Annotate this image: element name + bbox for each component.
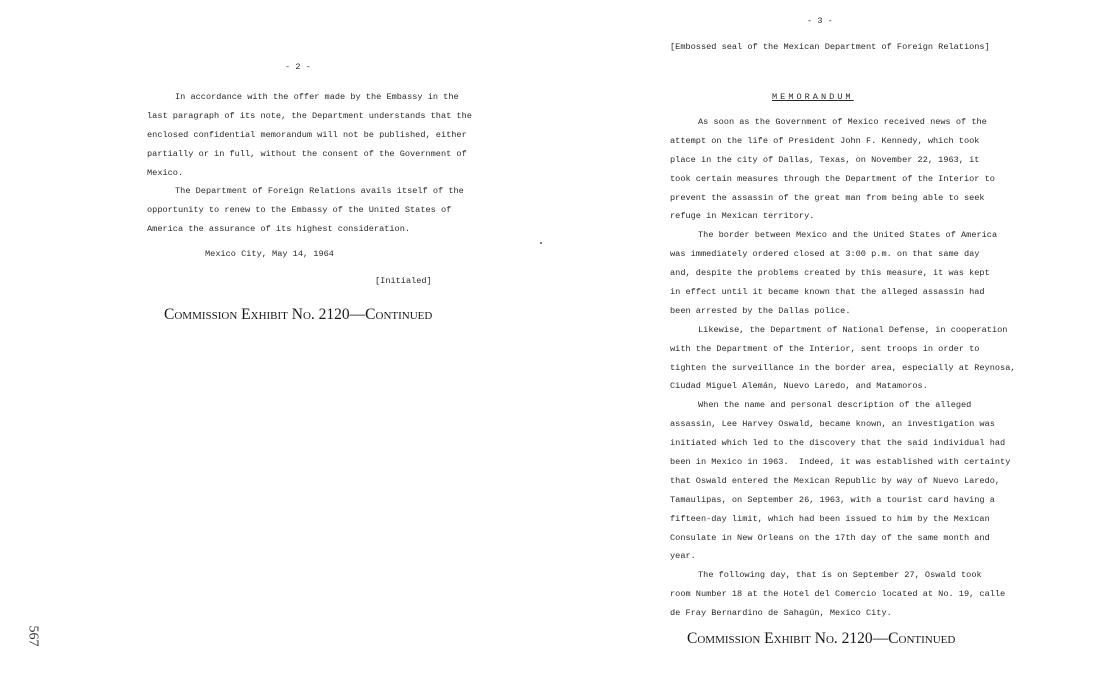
text-line: prevent the assassin of the great man from being able to seek	[670, 192, 985, 203]
letter-body	[147, 88, 472, 239]
memo-heading: MEMORANDUM	[772, 92, 854, 102]
text-line: As soon as the Government of Mexico received news of the	[698, 117, 987, 127]
text-line: place in the city of Dallas, Texas, on November 22, 1963, it	[670, 154, 980, 165]
text-line: been arrested by the Dallas police.	[670, 305, 851, 316]
text-line: initiated which led to the discovery that the said individual had	[670, 438, 1006, 449]
exhibit-caption: Commission Exhibit No. 2120—Continued	[687, 630, 956, 647]
text-line: tighten the surveillance in the border area, especially at Reynosa,	[670, 362, 1016, 373]
seal-note: [Embossed seal of the Mexican Department of Foreign Relations]	[670, 42, 990, 52]
page-number: - 3 -	[807, 16, 833, 26]
text-line: assassin, Lee Harvey Oswald, became known, an investigation was	[670, 419, 995, 430]
text-line: Consulate in New Orleans on the 17th day of the same month and	[670, 532, 990, 543]
scan-speck	[540, 242, 542, 244]
folio-number: 567	[25, 625, 41, 647]
text-line: and, despite the problems created by this measure, it was kept	[670, 268, 990, 279]
text-line: de Fray Bernardino de Sahagún, Mexico City.	[670, 608, 892, 619]
text-line: The border between Mexico and the United States of America	[698, 230, 998, 241]
text-line: with the Department of the Interior, sent troops in order to	[670, 343, 980, 354]
initials: [Initialed]	[375, 276, 432, 286]
text-line: enclosed confidential memorandum will not be published, either	[147, 129, 467, 140]
text-line: year.	[670, 551, 696, 562]
text-line: opportunity to renew to the Embassy of the United States of	[147, 205, 452, 216]
text-line: The Department of Foreign Relations avails itself of the	[175, 186, 464, 197]
text-line: Ciudad Miguel Alemán, Nuevo Laredo, and Matamoros.	[670, 381, 928, 392]
text-line: fifteen-day limit, which had been issued to him by the Mexican	[670, 513, 990, 524]
exhibit-caption: Commission Exhibit No. 2120—Continued	[164, 306, 433, 323]
text-line: attempt on the life of President John F. Kennedy, which took	[670, 135, 980, 146]
text-line: last paragraph of its note, the Department understands that the	[147, 110, 472, 121]
text-line: that Oswald entered the Mexican Republic by way of Nuevo Laredo,	[670, 475, 1001, 486]
text-line: been in Mexico in 1963. Indeed, it was established with certainty	[670, 457, 1011, 468]
place-date: Mexico City, May 14, 1964	[205, 249, 334, 259]
text-line: America the assurance of its highest consideration.	[147, 224, 411, 235]
text-line: Likewise, the Department of National Defense, in cooperation	[698, 324, 1008, 335]
text-line: The following day, that is on September 27, Oswald took	[698, 570, 982, 581]
text-line: in effect until it became known that the alleged assassin had	[670, 287, 985, 298]
text-line: refuge in Mexican territory.	[670, 211, 815, 222]
text-line: room Number 18 at the Hotel del Comercio located at No. 19, calle	[670, 589, 1006, 600]
page-number: - 2 -	[285, 62, 311, 72]
text-line: Mexico.	[147, 167, 184, 178]
text-line: Tamaulipas, on September 26, 1963, with a tourist card having a	[670, 494, 995, 505]
text-line: took certain measures through the Department of the Interior to	[670, 173, 995, 184]
memorandum-body	[670, 113, 1016, 623]
text-line: partially or in full, without the consent of the Government of	[147, 148, 467, 159]
text-line: When the name and personal description of the alleged	[698, 400, 972, 411]
text-line: was immediately ordered closed at 3:00 p.m. on that same day	[670, 249, 980, 260]
text-line: In accordance with the offer made by the Embassy in the	[175, 92, 459, 102]
